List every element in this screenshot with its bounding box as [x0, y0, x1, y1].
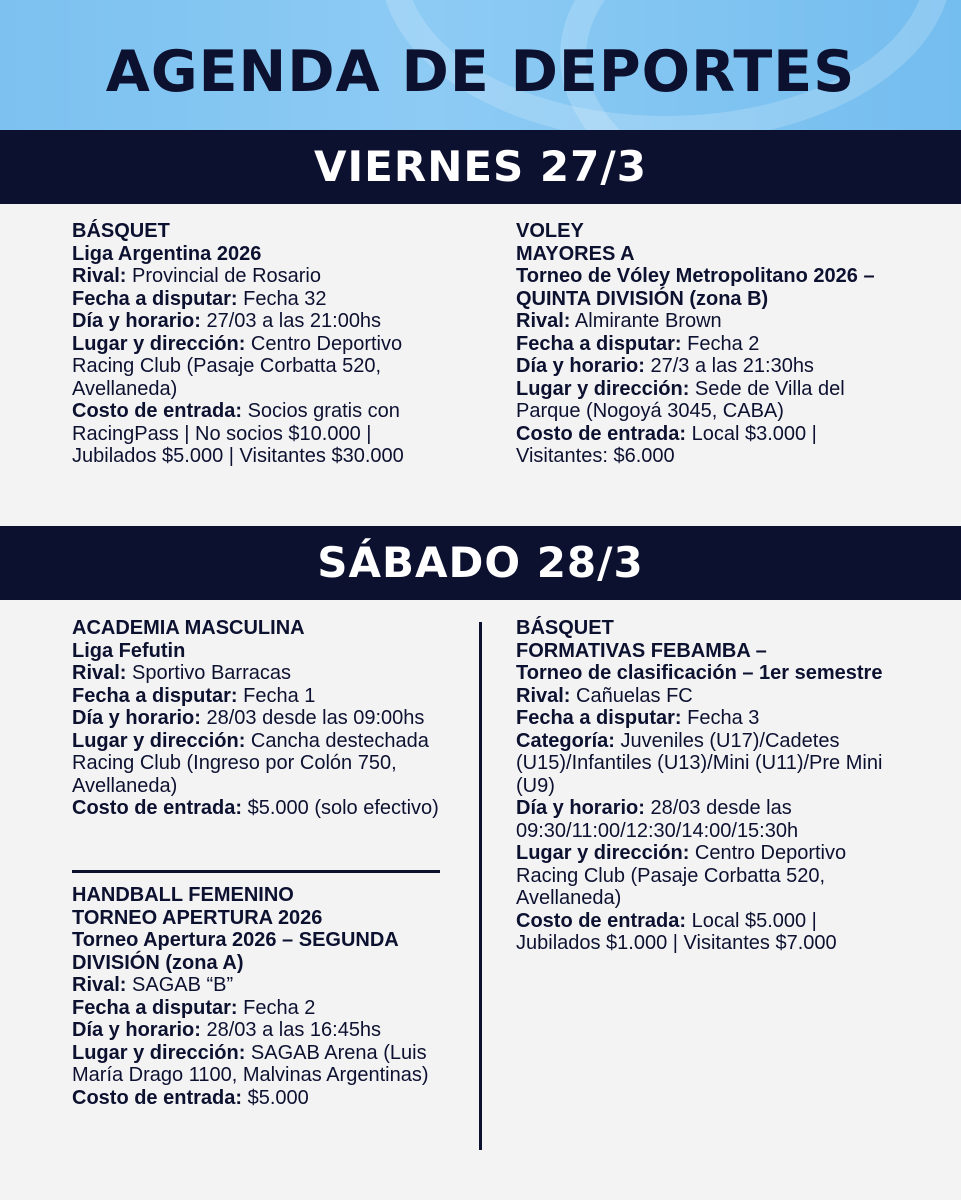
field-costo: Costo de entrada: Local $5.000 | Jubilados $1.000 | Visitantes $7.000 [516, 909, 837, 954]
event-voley-mayores [516, 220, 888, 468]
column-divider [479, 622, 482, 1150]
event-sport: HANDBALL FEMENINO [72, 884, 294, 906]
field-costo: Costo de entrada: $5.000 [72, 1086, 309, 1109]
field-costo: Costo de entrada: Socios gratis con RacingPass | No socios $10.000 | Jubilados $5.000 | Visitantes $30.000 [72, 400, 404, 467]
day-title: VIERNES 27/3 [314, 142, 647, 191]
field-rival: Rival: Sportivo Barracas [72, 662, 291, 684]
event-sport: ACADEMIA MASCULINA [72, 617, 305, 639]
event-academia-masculina [72, 617, 442, 820]
day-title: SÁBADO 28/3 [317, 538, 644, 587]
field-dia-horario: Día y horario: 28/03 desde las 09:30/11:00/12:30/14:00/15:30h [516, 797, 799, 842]
field-rival: Rival: Cañuelas FC [516, 684, 693, 707]
field-dia-horario: Día y horario: 27/03 a las 21:00hs [72, 310, 382, 332]
day-band-saturday [0, 526, 961, 600]
event-sport: VOLEY [516, 220, 584, 242]
field-fecha: Fecha a disputar: Fecha 1 [72, 684, 316, 707]
event-sport: BÁSQUET [516, 617, 614, 639]
header-banner [0, 0, 961, 130]
field-rival: Rival: Provincial de Rosario [72, 265, 321, 287]
event-category: TORNEO APERTURA 2026 [72, 906, 323, 929]
field-dia-horario: Día y horario: 27/3 a las 21:30hs [516, 355, 814, 377]
day-band-friday [0, 130, 961, 204]
event-competition: Liga Fefutin [72, 639, 186, 662]
field-fecha: Fecha a disputar: Fecha 32 [72, 287, 327, 310]
event-handball-femenino [72, 884, 442, 1109]
field-lugar: Lugar y dirección: Sede de Villa del Parque (Nogoyá 3045, CABA) [516, 377, 845, 422]
event-basquet-liga-argentina [72, 220, 442, 468]
field-lugar: Lugar y dirección: Centro Deportivo Racing Club (Pasaje Corbatta 520, Avellaneda) [72, 332, 403, 400]
event-competition: Torneo Apertura 2026 – SEGUNDA DIVISIÓN (zona A) [72, 929, 399, 974]
field-lugar: Lugar y dirección: Cancha destechada Racing Club (Ingreso por Colón 750, Avellaneda) [72, 729, 429, 797]
event-competition: Torneo de clasificación – 1er semestre [516, 662, 883, 684]
field-rival: Rival: SAGAB “B” [72, 974, 234, 996]
event-category: FORMATIVAS FEBAMBA – [516, 639, 767, 662]
field-costo: Costo de entrada: Local $3.000 | Visitantes: $6.000 [516, 422, 817, 467]
section-divider [72, 870, 440, 873]
event-competition: Torneo de Vóley Metropolitano 2026 – QUINTA DIVISIÓN (zona B) [516, 265, 875, 310]
event-sport: BÁSQUET [72, 220, 170, 242]
field-costo: Costo de entrada: $5.000 (solo efectivo) [72, 797, 439, 819]
field-dia-horario: Día y horario: 28/03 a las 16:45hs [72, 1019, 382, 1041]
field-dia-horario: Día y horario: 28/03 desde las 09:00hs [72, 707, 425, 729]
field-rival: Rival: Almirante Brown [516, 310, 722, 332]
event-category: MAYORES A [516, 242, 635, 265]
field-fecha: Fecha a disputar: Fecha 2 [516, 332, 760, 355]
field-lugar: Lugar y dirección: Centro Deportivo Racing Club (Pasaje Corbatta 520, Avellaneda) [516, 842, 847, 909]
event-competition: Liga Argentina 2026 [72, 242, 262, 265]
event-basquet-formativas [516, 617, 888, 955]
page-title: AGENDA DE DEPORTES [105, 39, 856, 105]
field-fecha: Fecha a disputar: Fecha 3 [516, 707, 760, 729]
field-lugar: Lugar y dirección: SAGAB Arena (Luis María Drago 1100, Malvinas Argentinas) [72, 1041, 429, 1086]
field-categoria: Categoría: Juveniles (U17)/Cadetes (U15)/Infantiles (U13)/Mini (U11)/Pre Mini (U9) [516, 729, 883, 797]
field-fecha: Fecha a disputar: Fecha 2 [72, 996, 316, 1019]
